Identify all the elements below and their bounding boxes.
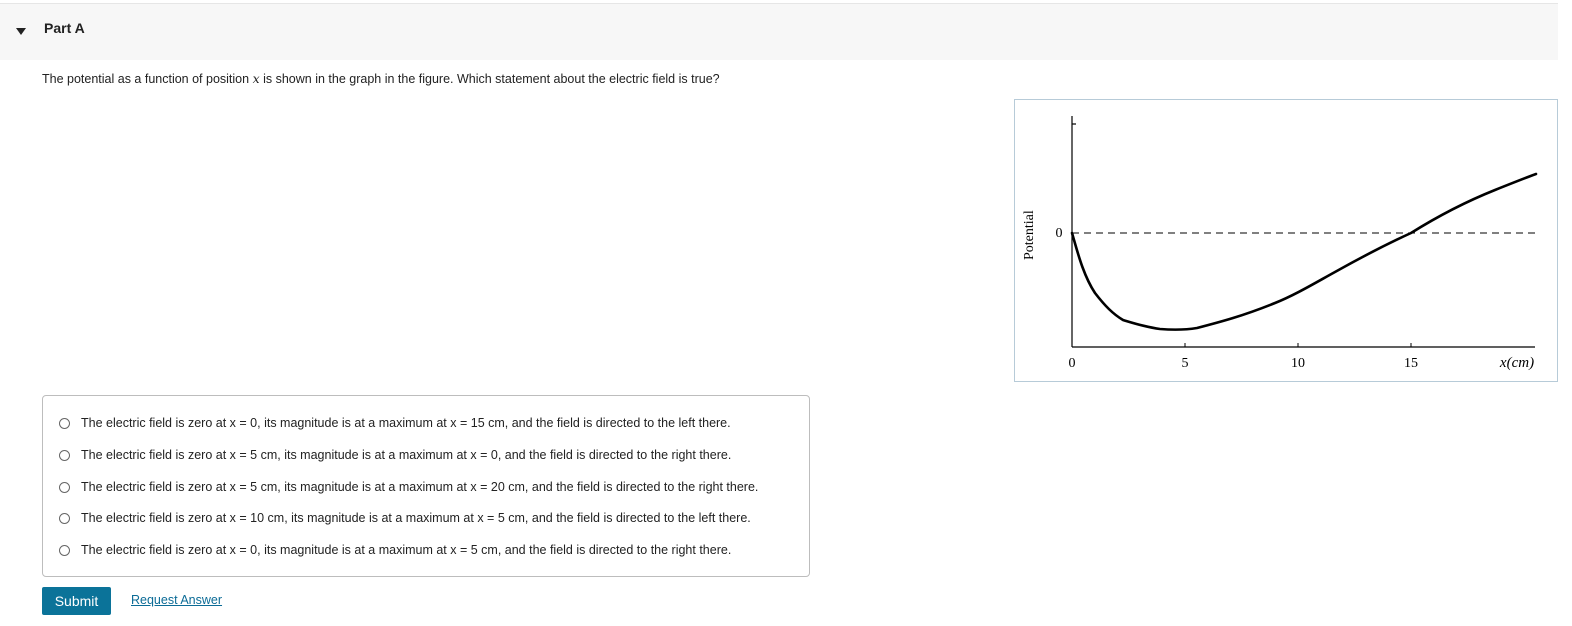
y-axis-label: Potential bbox=[1022, 210, 1037, 260]
question-text-after: is shown in the graph in the figure. Which statement about the electric field is true? bbox=[259, 72, 720, 86]
radio-button[interactable] bbox=[59, 482, 70, 493]
choice-label: The electric field is zero at x = 5 cm, its magnitude is at a maximum at x = 20 cm, and the field is directed to the right there. bbox=[81, 480, 759, 494]
part-header[interactable] bbox=[0, 3, 1558, 60]
radio-button[interactable] bbox=[59, 513, 70, 524]
radio-button[interactable] bbox=[59, 450, 70, 461]
choice-option-4[interactable] bbox=[59, 509, 751, 527]
radio-button[interactable] bbox=[59, 418, 70, 429]
x-tick-label-0: 0 bbox=[1068, 356, 1076, 371]
choice-label: The electric field is zero at x = 0, its magnitude is at a maximum at x = 15 cm, and the field is directed to the left there. bbox=[81, 416, 731, 430]
x-tick-label-10: 10 bbox=[1291, 356, 1305, 371]
request-answer-link[interactable]: Request Answer bbox=[131, 593, 223, 607]
x-tick-label-5: 5 bbox=[1181, 356, 1189, 371]
part-title: Part A bbox=[44, 20, 85, 36]
x-tick-label-15: 15 bbox=[1404, 356, 1418, 371]
question-variable: x bbox=[252, 71, 260, 86]
y-zero-label: 0 bbox=[1055, 226, 1063, 241]
choice-option-1[interactable] bbox=[59, 414, 731, 432]
potential-graph bbox=[1015, 100, 1557, 381]
question-text-before: The potential as a function of position bbox=[42, 72, 253, 86]
collapse-caret-icon[interactable] bbox=[16, 28, 26, 35]
x-axis-label: x(cm) bbox=[1499, 355, 1535, 371]
answer-choices bbox=[42, 395, 810, 577]
choice-label: The electric field is zero at x = 5 cm, its magnitude is at a maximum at x = 0, and the field is directed to the right there. bbox=[81, 448, 732, 462]
choice-option-2[interactable] bbox=[59, 446, 731, 464]
submit-button[interactable]: Submit bbox=[42, 587, 111, 615]
potential-curve bbox=[1072, 174, 1536, 330]
choice-option-3[interactable] bbox=[59, 478, 758, 496]
radio-button[interactable] bbox=[59, 545, 70, 556]
question-text bbox=[42, 71, 720, 86]
potential-graph-figure bbox=[1014, 99, 1558, 382]
choice-option-5[interactable] bbox=[59, 541, 731, 559]
choice-label: The electric field is zero at x = 0, its magnitude is at a maximum at x = 5 cm, and the field is directed to the right there. bbox=[81, 543, 732, 557]
choice-label: The electric field is zero at x = 10 cm, its magnitude is at a maximum at x = 5 cm, and the field is directed to the left there. bbox=[81, 511, 751, 525]
